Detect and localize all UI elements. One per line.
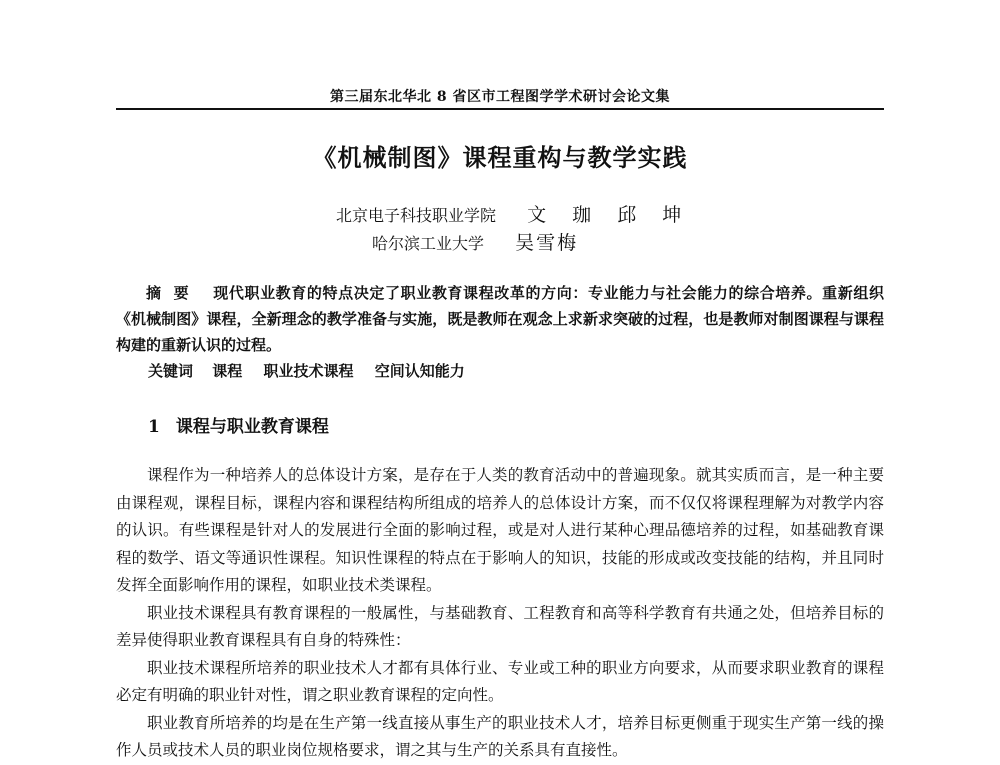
paper-title: 《机械制图》课程重构与教学实践 [312, 143, 688, 172]
author-institution: 北京电子科技职业学院 [336, 206, 497, 225]
paragraph: 职业技术课程所培养的职业技术人才都有具体行业、专业或工种的职业方向要求，从而要求职业教育的课程必定有明确的职业针对性，谓之职业教育课程的定向性。 [116, 658, 884, 704]
section-number: 1 [148, 417, 160, 437]
header-rule [116, 108, 884, 110]
author-row [372, 228, 578, 255]
author-names: 文 珈 邱 坤 [527, 204, 692, 226]
author-names: 吴雪梅 [515, 232, 579, 254]
abstract-label: 摘要 [146, 284, 202, 302]
body-text [116, 462, 884, 765]
author-row [336, 200, 691, 227]
paragraph: 职业教育所培养的均是在生产第一线直接从事生产的职业技术人才，培养目标更侧重于现实生产第一线的操作人员或技术人员的职业岗位规格要求，谓之其与生产的关系具有直接性。 [116, 713, 884, 759]
paragraph: 课程作为一种培养人的总体设计方案，是存在于人类的教育活动中的普遍现象。就其实质而言，是一种主要由课程观，课程目标，课程内容和课程结构所组成的培养人的总体设计方案，而不仅仅将课程理解为对教学内容的认识。有些课程是针对人的发展进行全面的影响过程，或是对人进行某种心理品德培养的过程，如基础教育课程的数学、语文等通识性课程。知识性课程的特点在于影响人的知识，技能的形成或改变技能的结构，并且同时发挥全面影响作用的课程，如职业技术类课程。 [116, 466, 884, 594]
running-header: 第三届东北华北 8 省区市工程图学学术研讨会论文集 [330, 89, 670, 105]
paragraph: 职业技术课程具有教育课程的一般属性，与基础教育、工程教育和高等科学教育有共通之处，但培养目标的差异使得职业教育课程具有自身的特殊性： [116, 603, 884, 649]
keywords [148, 360, 481, 381]
keyword: 职业技术课程 [263, 362, 354, 380]
section-heading [148, 412, 329, 437]
abstract [116, 280, 884, 358]
section-title: 课程与职业教育课程 [175, 417, 329, 437]
author-institution: 哈尔滨工业大学 [372, 234, 485, 253]
keyword: 课程 [212, 362, 243, 380]
abstract-text: 现代职业教育的特点决定了职业教育课程改革的方向：专业能力与社会能力的综合培养。重新组织《机械制图》课程，全新理念的教学准备与实施，既是教师在观念上求新求突破的过程，也是教师对制图课程与课程构建的重新认识的过程。 [116, 284, 884, 354]
keywords-label: 关键词 [148, 362, 194, 380]
keyword: 空间认知能力 [374, 362, 465, 380]
